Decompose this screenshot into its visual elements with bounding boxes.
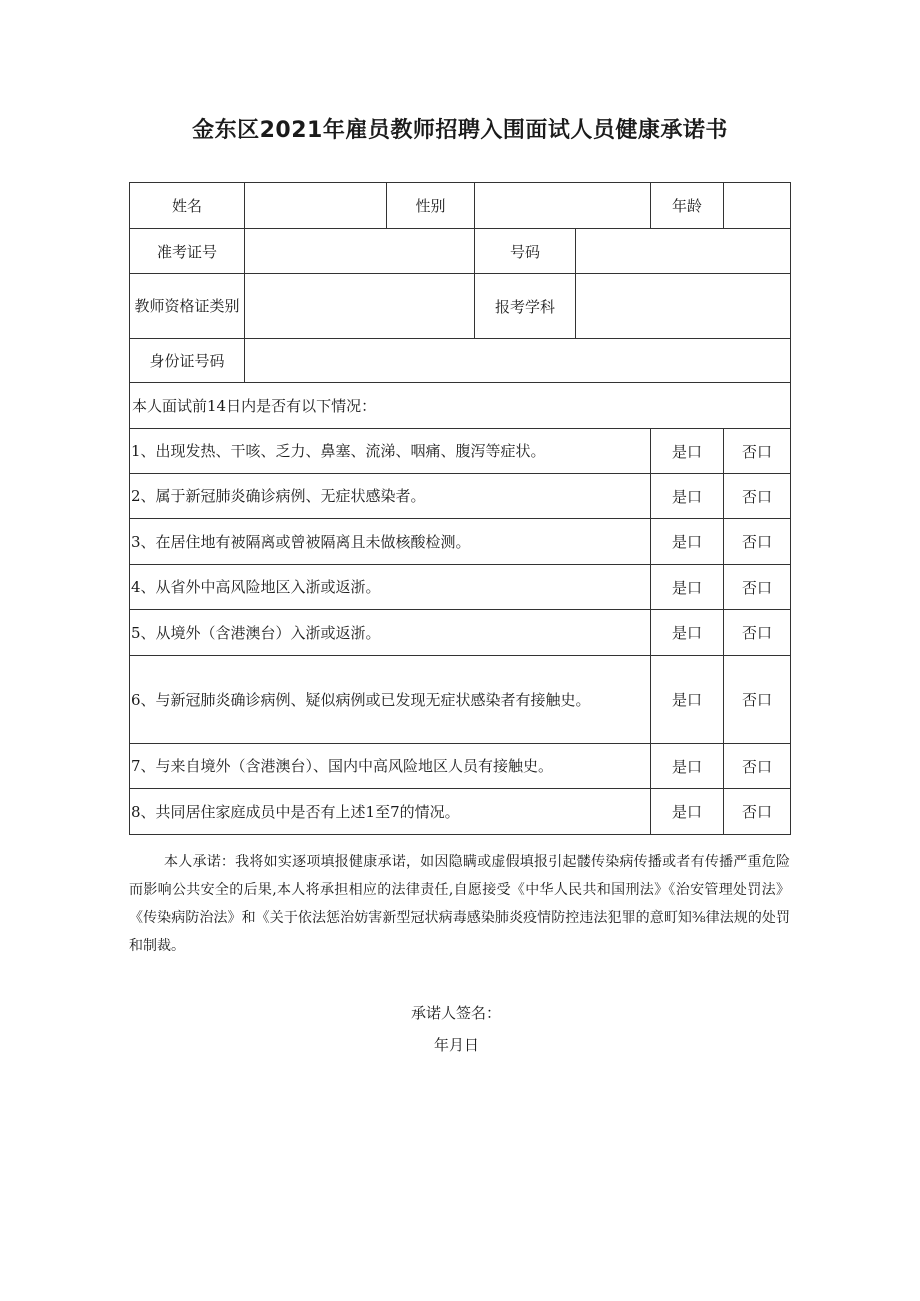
signature-label: 承诺人签名： <box>411 1004 502 1022</box>
checklist-row <box>130 474 791 519</box>
subject-field[interactable] <box>576 274 791 339</box>
no-checkbox[interactable]: 否口 <box>724 429 791 474</box>
checklist-row <box>130 429 791 474</box>
checklist-intro: 本人面试前14日内是否有以下情况： <box>130 383 791 429</box>
date-label: 年月日 <box>434 1036 480 1054</box>
no-checkbox[interactable]: 否口 <box>724 565 791 610</box>
checklist-row <box>130 565 791 610</box>
name-label: 姓名 <box>130 183 245 229</box>
gender-field[interactable] <box>475 183 651 229</box>
checklist-question: 2、属于新冠肺炎确诊病例、无症状感染者。 <box>130 474 651 519</box>
checklist-question: 1、出现发热、干咳、乏力、鼻塞、流涕、咽痛、腹泻等症状。 <box>130 429 651 474</box>
row-id-number <box>130 339 791 383</box>
checklist-question: 7、与来自境外（含港澳台）、国内中高风险地区人员有接触史。 <box>130 744 651 789</box>
no-checkbox[interactable]: 否口 <box>724 474 791 519</box>
yes-checkbox[interactable]: 是口 <box>651 565 724 610</box>
no-checkbox[interactable]: 否口 <box>724 744 791 789</box>
age-field[interactable] <box>724 183 791 229</box>
no-checkbox[interactable]: 否口 <box>724 656 791 744</box>
checklist-question: 3、在居住地有被隔离或曾被隔离且未做核酸检测。 <box>130 519 651 565</box>
yes-checkbox[interactable]: 是口 <box>651 744 724 789</box>
checklist-question: 5、从境外（含港澳台）入浙或返浙。 <box>130 610 651 656</box>
yes-checkbox[interactable]: 是口 <box>651 519 724 565</box>
id-number-label: 身份证号码 <box>130 339 245 383</box>
row-intro <box>130 383 791 429</box>
promise-paragraph: 本人承诺：我将如实逐项填报健康承诺，如因隐瞒或虚假填报引起髅传染病传播或者有传播严重危险而影响公共安全的后果,本人将承担相应的法律责任,自愿接受《中华人民共和国刑法》《治安管理处罚法》《传染病防治法》和《关于依法惩治妨害新型冠状病毒感染肺炎疫情防控违法犯罪的意町知⅜律法规的处罚和制裁。 <box>129 854 790 954</box>
checklist-question: 6、与新冠肺炎确诊病例、疑似病例或已发现无症状感染者有接触史。 <box>130 656 651 744</box>
id-number-field[interactable] <box>245 339 791 383</box>
cert-type-field[interactable] <box>245 274 475 339</box>
yes-checkbox[interactable]: 是口 <box>651 789 724 835</box>
cert-type-label: 教师资格证类别 <box>130 274 245 339</box>
checklist-row <box>130 744 791 789</box>
checklist-row <box>130 656 791 744</box>
exam-id-field[interactable] <box>245 229 475 274</box>
gender-label: 性别 <box>387 183 475 229</box>
yes-checkbox[interactable]: 是口 <box>651 429 724 474</box>
checklist-row <box>130 789 791 835</box>
yes-checkbox[interactable]: 是口 <box>651 656 724 744</box>
row-exam-id <box>130 229 791 274</box>
page-title: 金东区2021年雇员教师招聘入围面试人员健康承诺书 <box>192 118 728 143</box>
name-field[interactable] <box>245 183 387 229</box>
checklist-question: 8、共同居住家庭成员中是否有上述1至7的情况。 <box>130 789 651 835</box>
phone-field[interactable] <box>576 229 791 274</box>
yes-checkbox[interactable]: 是口 <box>651 474 724 519</box>
phone-label: 号码 <box>475 229 576 274</box>
checklist-row <box>130 610 791 656</box>
row-cert <box>130 274 791 339</box>
checklist-question: 4、从省外中高风险地区入浙或返浙。 <box>130 565 651 610</box>
no-checkbox[interactable]: 否口 <box>724 519 791 565</box>
subject-label: 报考学科 <box>475 274 576 339</box>
exam-id-label: 准考证号 <box>130 229 245 274</box>
health-form-table <box>129 182 791 835</box>
yes-checkbox[interactable]: 是口 <box>651 610 724 656</box>
no-checkbox[interactable]: 否口 <box>724 610 791 656</box>
row-name <box>130 183 791 229</box>
checklist-row <box>130 519 791 565</box>
no-checkbox[interactable]: 否口 <box>724 789 791 835</box>
age-label: 年龄 <box>651 183 724 229</box>
